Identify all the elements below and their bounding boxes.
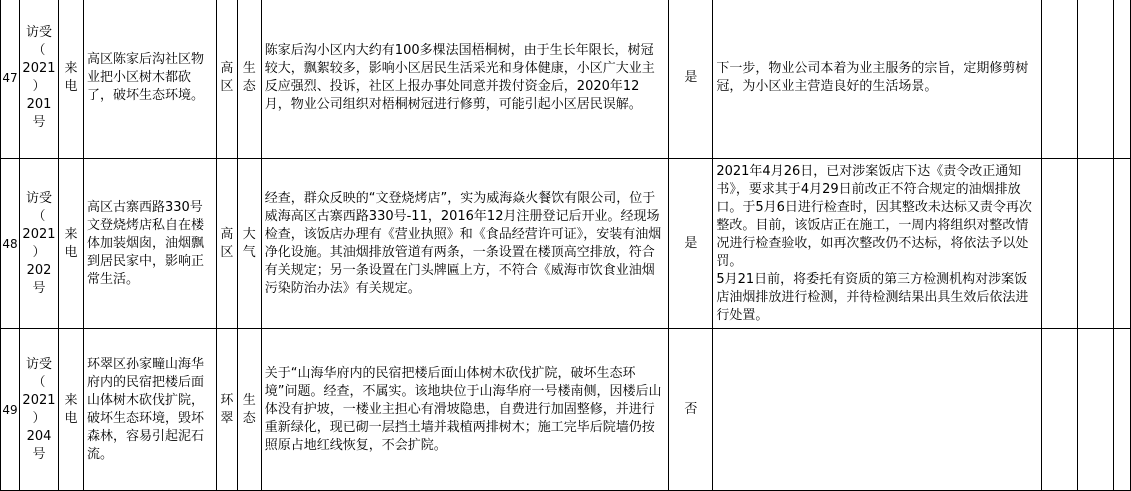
case-code: 访受 （ 2021 ） 202 号 xyxy=(19,159,58,329)
empty-cell xyxy=(1042,329,1078,491)
empty-cell xyxy=(1077,0,1113,159)
handling-measures xyxy=(713,329,1042,491)
handling-measures: 2021年4月26日，已对涉案饭店下达《责令改正通知书》，要求其于4月29日前改正不符合规定的油烟排放口。于5月6日进行检查时，因其整改未达标又责令再次整改。目前，该饭店正在施工，一周内将组织对整改情况进行检查验收，如再次整改仍不达标，将依法予以处罚。 5月21日前，将委托有资质的第三方检测机构对涉案饭店油烟排放进行检测，并待检测结果出具生效后依法进行处置。 xyxy=(713,159,1042,329)
complaint-summary: 高区古寨西路330号文登烧烤店私自在楼体加装烟囱，油烟飘到居民家中，影响正常生活。 xyxy=(83,159,216,329)
empty-cell xyxy=(1077,329,1113,491)
source-cell: 来 电 xyxy=(58,0,83,159)
category-cell: 生 态 xyxy=(237,329,261,491)
source-cell: 来 电 xyxy=(58,159,83,329)
investigation-finding: 陈家后沟小区内大约有100多棵法国梧桐树，由于生长年限长，树冠较大，飘絮较多，影响小区居民生活采光和身体健康，小区广大业主反应强烈、投诉，社区上报办事处同意并拨付资金后，2020年12月，物业公司组织对梧桐树冠进行修剪，可能引起小区居民误解。 xyxy=(261,0,669,159)
source-cell: 来 电 xyxy=(58,329,83,491)
row-number: 48 xyxy=(1,159,20,329)
table-row xyxy=(1,0,1131,159)
complaint-summary: 环翠区孙家疃山海华府内的民宿把楼后面山体树木砍伐扩院，破坏生态环境，毁坏森林，容易引起泥石流。 xyxy=(83,329,216,491)
case-code: 访受 （ 2021 ） 201 号 xyxy=(19,0,58,159)
category-cell: 生 态 xyxy=(237,0,261,159)
case-code: 访受 （ 2021 ） 204 号 xyxy=(19,329,58,491)
table-row xyxy=(1,159,1131,329)
row-number: 47 xyxy=(1,0,20,159)
row-number: 49 xyxy=(1,329,20,491)
verified-cell: 否 xyxy=(669,329,713,491)
empty-cell xyxy=(1042,159,1078,329)
empty-cell xyxy=(1113,159,1130,329)
district-cell: 高 区 xyxy=(216,0,237,159)
empty-cell xyxy=(1077,159,1113,329)
district-cell: 环 翠 xyxy=(216,329,237,491)
empty-cell xyxy=(1113,0,1130,159)
district-cell: 高 区 xyxy=(216,159,237,329)
handling-measures: 下一步，物业公司本着为业主服务的宗旨，定期修剪树冠，为小区业主营造良好的生活场景。 xyxy=(713,0,1042,159)
empty-cell xyxy=(1042,0,1078,159)
category-cell: 大 气 xyxy=(237,159,261,329)
investigation-finding: 关于“山海华府内的民宿把楼后面山体树木砍伐扩院，破坏生态环境”问题。经查，不属实。该地块位于山海华府一号楼南侧，因楼后山体没有护坡，一楼业主担心有滑坡隐患，自费进行加固整修，并进行重新绿化，现已砌一层挡土墙并栽植两排树木；施工完毕后院墙仍按照原占地红线恢复，不会扩院。 xyxy=(261,329,669,491)
investigation-finding: 经查，群众反映的“文登烧烤店”，实为威海焱火餐饮有限公司，位于威海高区古寨西路330号-11，2016年12月注册登记后开业。经现场检查，该饭店办理有《营业执照》和《食品经营许可证》，安装有油烟净化设施。其油烟排放管道有两条，一条设置在楼顶高空排放，符合有关规定；另一条设置在门头牌匾上方，不符合《威海市饮食业油烟污染防治办法》有关规定。 xyxy=(261,159,669,329)
empty-cell xyxy=(1113,329,1130,491)
complaint-summary: 高区陈家后沟社区物业把小区树木都砍了，破坏生态环境。 xyxy=(83,0,216,159)
verified-cell: 是 xyxy=(669,159,713,329)
verified-cell: 是 xyxy=(669,0,713,159)
table-row xyxy=(1,329,1131,491)
